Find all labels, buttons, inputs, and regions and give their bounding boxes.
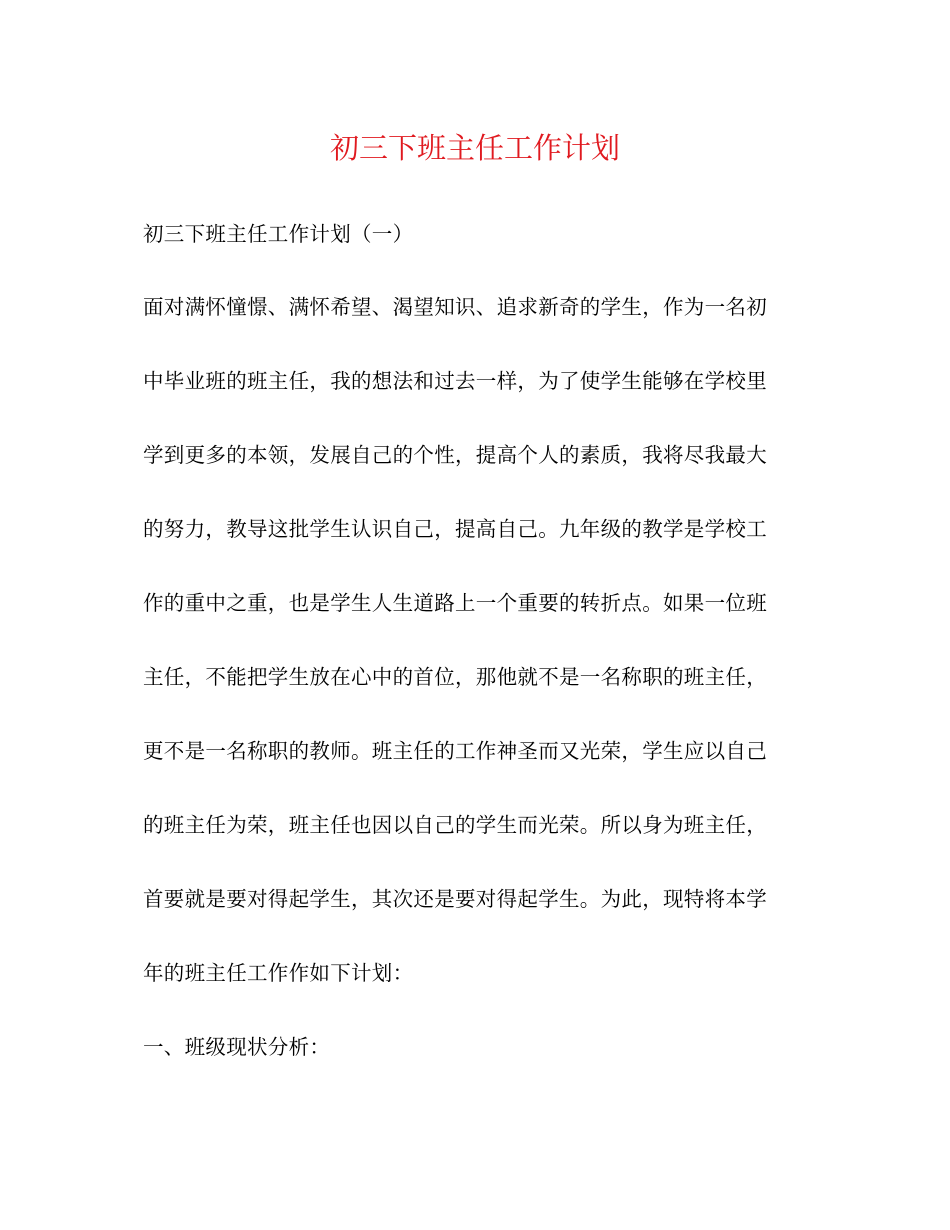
paragraph-line-8: 的班主任为荣，班主任也因以自己的学生而光荣。所以身为班主任，: [143, 813, 767, 837]
section-heading: 一、班级现状分析：: [143, 1035, 331, 1059]
paragraph-line-6: 主任，不能把学生放在心中的首位，那他就不是一名称职的班主任，: [143, 665, 767, 689]
document-title: 初三下班主任工作计划: [329, 131, 620, 165]
document-subtitle: 初三下班主任工作计划（一）: [143, 222, 414, 246]
paragraph-line-3: 学到更多的本领，发展自己的个性，提高个人的素质，我将尽我最大: [143, 443, 767, 467]
paragraph-line-7: 更不是一名称职的教师。班主任的工作神圣而又光荣，学生应以自己: [143, 739, 767, 763]
paragraph-line-1: 面对满怀憧憬、满怀希望、渴望知识、追求新奇的学生，作为一名初: [143, 295, 767, 319]
paragraph-line-9: 首要就是要对得起学生，其次还是要对得起学生。为此，现特将本学: [143, 887, 767, 911]
paragraph-line-2: 中毕业班的班主任，我的想法和过去一样，为了使学生能够在学校里: [143, 369, 767, 393]
paragraph-line-4: 的努力，教导这批学生认识自己，提高自己。九年级的教学是学校工: [143, 517, 767, 541]
paragraph-line-5: 作的重中之重，也是学生人生道路上一个重要的转折点。如果一位班: [143, 591, 767, 615]
paragraph-line-10: 年的班主任工作作如下计划：: [143, 961, 414, 985]
